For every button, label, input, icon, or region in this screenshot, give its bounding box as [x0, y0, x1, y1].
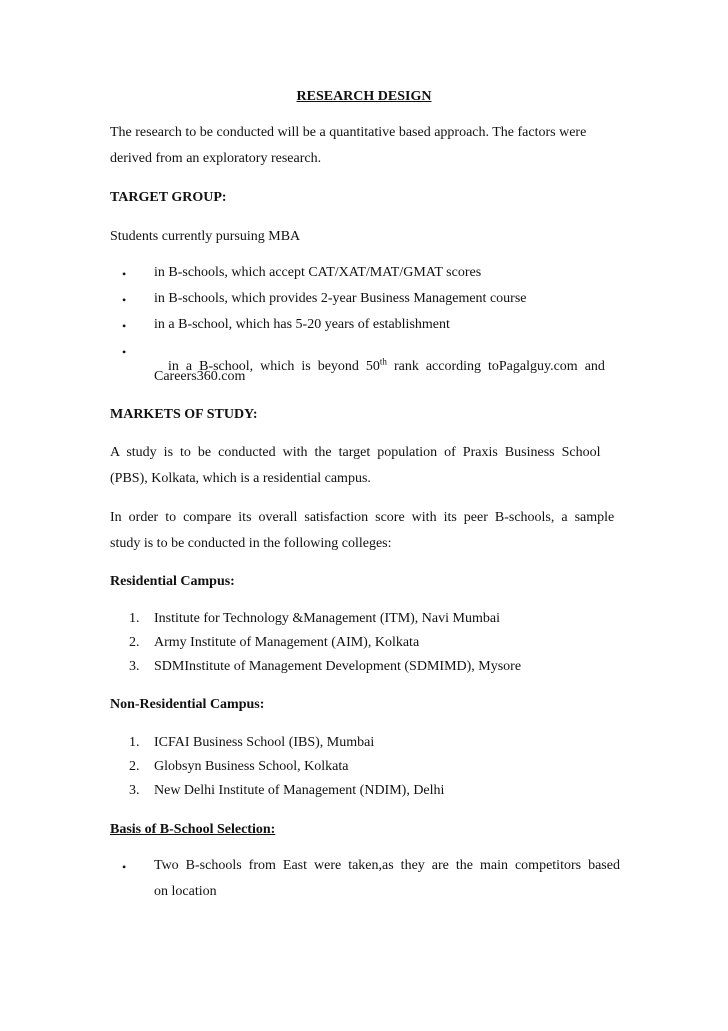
target-group-heading: TARGET GROUP:	[110, 190, 227, 205]
target-bullet-3: in a B-school, which has 5-20 years of establishment	[154, 317, 450, 332]
residential-item-1: Institute for Technology &Management (ITM), Navi Mumbai	[154, 611, 500, 626]
target-bullet-4-post: rank according toPagalguy.com and	[386, 359, 605, 374]
bullet-icon: •	[122, 860, 127, 874]
basis-bullet-line-2: on location	[154, 884, 217, 899]
non-residential-item-1: ICFAI Business School (IBS), Mumbai	[154, 735, 375, 750]
non-residential-heading: Non-Residential Campus:	[110, 697, 265, 712]
bullet-icon: •	[122, 319, 127, 333]
basis-heading: Basis of B-School Selection:	[110, 822, 276, 837]
page-title: RESEARCH DESIGN	[296, 89, 432, 104]
residential-item-3: SDMInstitute of Management Development (SDMIMD), Mysore	[154, 659, 522, 674]
bullet-icon: •	[122, 267, 127, 281]
markets-para2-line-2: study is to be conducted in the following colleges:	[110, 536, 392, 551]
target-bullet-4-sup: th	[379, 356, 387, 367]
non-residential-num-3: 3.	[129, 783, 140, 798]
target-bullet-2: in B-schools, which provides 2-year Business Management course	[154, 291, 527, 306]
basis-bullet-line-1: Two B-schools from East were taken,as they are the main competitors based	[154, 858, 620, 873]
residential-num-2: 2.	[129, 635, 140, 650]
markets-heading: MARKETS OF STUDY:	[110, 407, 258, 422]
markets-para1-line-2: (PBS), Kolkata, which is a residential campus.	[110, 471, 371, 486]
non-residential-item-3: New Delhi Institute of Management (NDIM), Delhi	[154, 783, 445, 798]
target-bullet-4-pre: in a B-school, which is beyond 50	[168, 359, 380, 374]
non-residential-num-1: 1.	[129, 735, 140, 750]
bullet-icon: •	[122, 293, 127, 307]
non-residential-item-2: Globsyn Business School, Kolkata	[154, 759, 349, 774]
non-residential-num-2: 2.	[129, 759, 140, 774]
bullet-icon: •	[122, 345, 127, 359]
intro-line-2: derived from an exploratory research.	[110, 151, 322, 166]
residential-item-2: Army Institute of Management (AIM), Kolkata	[154, 635, 420, 650]
residential-heading: Residential Campus:	[110, 574, 235, 589]
target-bullet-1: in B-schools, which accept CAT/XAT/MAT/GMAT scores	[154, 265, 482, 280]
target-bullet-4-line-2: Careers360.com	[154, 369, 246, 384]
intro-line-1: The research to be conducted will be a quantitative based approach. The factors were	[110, 125, 587, 140]
residential-num-3: 3.	[129, 659, 140, 674]
residential-num-1: 1.	[129, 611, 140, 626]
markets-para2-line-1: In order to compare its overall satisfaction score with its peer B-schools, a sample	[110, 510, 615, 525]
target-group-lead: Students currently pursuing MBA	[110, 229, 301, 244]
markets-para1-line-1: A study is to be conducted with the target population of Praxis Business School	[110, 445, 601, 460]
